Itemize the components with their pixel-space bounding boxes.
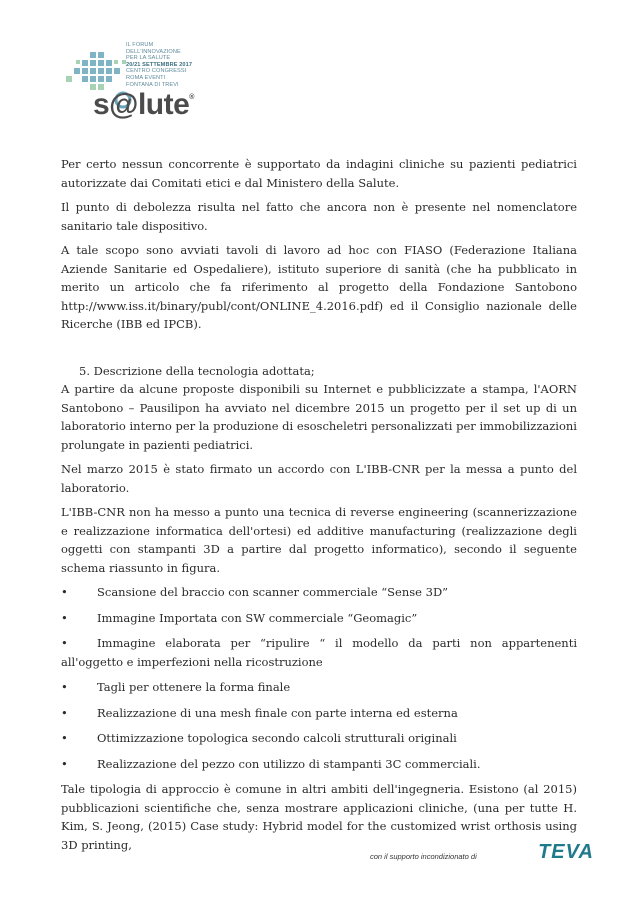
list-item: • Tagli per ottenere la forma finale xyxy=(61,680,291,694)
section-heading: 5. Descrizione della tecnologia adottata; xyxy=(79,363,315,378)
paragraph: Il punto di debolezza risulta nel fatto che ancora non è presente nel nomenclatore sanitario tale dispositivo. xyxy=(61,200,577,233)
list-item: • Immagine Importata con SW commerciale “Geomagic” xyxy=(61,610,418,625)
list-item: • Ottimizzazione topologica secondo calcoli strutturali originali xyxy=(61,731,457,745)
teva-wordmark: TEVA xyxy=(538,841,594,861)
paragraph: L'IBB-CNR non ha messo a punto una tecnica di reverse engineering (scannerizzazione e realizzazione informatica dell'ortesi) ed additive manufacturing (realizzazione degli oggetti con stampanti 3D a partire dal progetto informatico), secondo il seguente schema riassunto in figura. xyxy=(61,505,577,575)
document-body xyxy=(61,155,577,860)
logo-caption: IL FORUM DELL'INNOVAZIONE PER LA SALUTE 20/21 SETTEMBRE 2017 CENTRO CONGRESSI ROMA EVENTI FONTANA DI TREVI xyxy=(126,42,193,88)
list-item: • Immagine elaborata per “ripulire “ il modello da parti non appartenenti all'oggetto e imperfezioni nella ricostruzione xyxy=(61,636,577,669)
sponsor-caption: con il supporto incondizionato di xyxy=(370,852,477,861)
paragraph: A tale scopo sono avviati tavoli di lavoro ad hoc con FIASO (Federazione Italiana Aziende Sanitarie ed Ospedaliere), istituto superiore di sanità (che ha pubblicato in merito un articolo che fa riferimento al progetto della Fondazione Santobono http://www.iss.it/binary/publ/cont/ONLINE_4.2016.pdf) ed il Consiglio nazionale delle Ricerche (IBB ed IPCB). xyxy=(61,243,577,331)
brand-name: s@lute® xyxy=(93,88,194,121)
list-item: • Realizzazione del pezzo con utilizzo di stampanti 3C commerciali. xyxy=(61,756,481,771)
paragraph: Per certo nessun concorrente è supportato da indagini cliniche su pazienti pediatrici autorizzate dai Comitati etici e dal Ministero della Salute. xyxy=(61,157,577,190)
teva-logo xyxy=(531,841,601,861)
paragraph: Tale tipologia di approccio è comune in altri ambiti dell'ingegneria. Esistono (al 2015) pubblicazioni scientifiche che, senza mostrare applicazioni cliniche, (una per tutte H. Kim, S. Jeong, (2015) Case study: Hybrid model for the customized wrist orthosis using 3D printing, xyxy=(61,782,577,852)
paragraph: Nel marzo 2015 è stato firmato un accordo con L'IBB-CNR per la messa a punto del laboratorio. xyxy=(61,462,577,495)
list-item: • Scansione del braccio con scanner commerciale “Sense 3D” xyxy=(61,585,449,599)
pixel-cross-icon xyxy=(66,52,126,90)
paragraph: A partire da alcune proposte disponibili su Internet e pubblicizzate a stampa, l'AORN Santobono – Pausilipon ha avviato nel dicembre 2015 un progetto per il set up di un laboratorio interno per la produzione di esoscheletri personalizzati per immobilizzazioni prolungate in pazienti pediatrici. xyxy=(61,382,577,452)
list-item: • Realizzazione di una mesh finale con parte interna ed esterna xyxy=(61,705,458,720)
